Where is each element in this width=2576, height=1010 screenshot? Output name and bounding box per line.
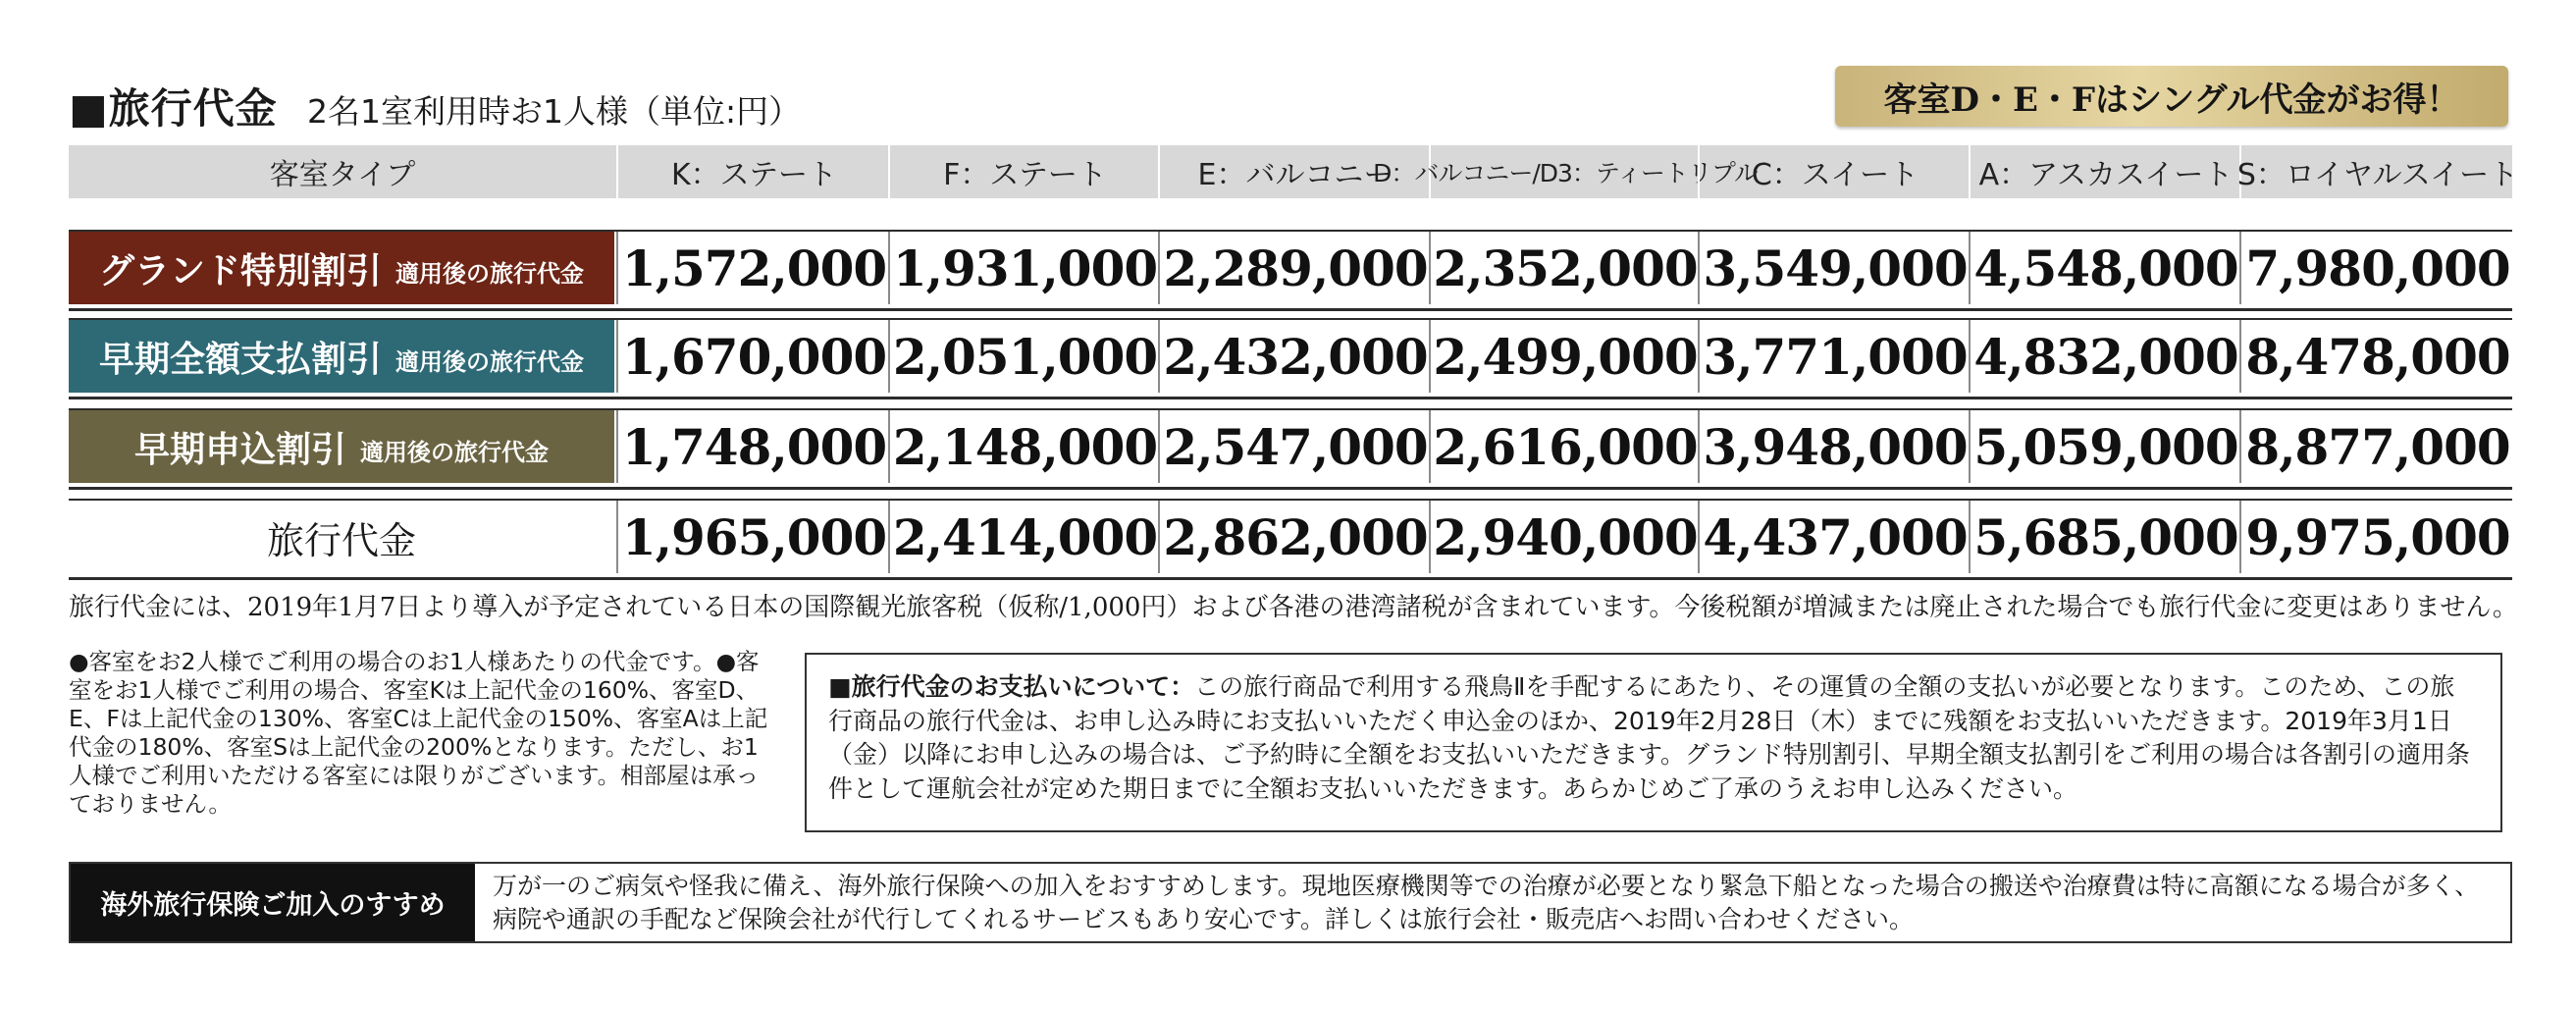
price-unit-note: 2名1室利用時お1人様（単位:円） xyxy=(307,92,802,131)
price-cell: 2,414,000 xyxy=(888,501,1160,573)
price-cell: 1,572,000 xyxy=(616,232,890,304)
row-label-main: 早期全額支払割引 xyxy=(98,339,382,380)
early-full-payment-discount-row xyxy=(69,318,2512,399)
price-cell: 2,547,000 xyxy=(1158,410,1431,483)
tax-note: 旅行代金には、2019年1月7日より導入が予定されている日本の国際観光旅客税（仮称/1,000円）および各港の港湾諸税が含まれています。今後税額が増減または廃止された場合でも旅行代金に変更はありません。 xyxy=(69,593,2518,622)
price-cell: 9,975,000 xyxy=(2239,501,2514,573)
row-label-main: 旅行代金 xyxy=(266,518,416,562)
price-cell: 2,616,000 xyxy=(1429,410,1700,483)
price-cell: 4,548,000 xyxy=(1969,232,2241,304)
price-table xyxy=(69,145,2519,567)
row-label xyxy=(69,410,614,483)
price-cell: 8,877,000 xyxy=(2239,410,2514,483)
table-header-row xyxy=(69,145,2519,198)
early-booking-discount-row xyxy=(69,408,2512,490)
page-title: ■旅行代金 xyxy=(69,84,278,133)
price-cell: 2,940,000 xyxy=(1429,501,1700,573)
price-cell: 2,432,000 xyxy=(1158,320,1431,393)
price-cell: 1,670,000 xyxy=(616,320,890,393)
column-header-room-3: E：バルコニー xyxy=(1158,145,1431,198)
price-cell: 5,059,000 xyxy=(1969,410,2241,483)
row-label-main: 早期申込割引 xyxy=(133,429,346,470)
room-occupancy-note: ●客室をお2人様でご利用の場合のお1人様あたりの代金です。●客室をお1人様でご利用の場合、客室Kは上記代金の160%、客室D、E、Fは上記代金の130%、客室Cは上記代金の150%、客室Aは上記代金の180%、客室Sは上記代金の200%となります。ただし、お1人様でご利用いただける客室には限りがございます。相部屋は承っておりません。 xyxy=(69,648,768,818)
insurance-label: 海外旅行保険ご加入のすすめ xyxy=(71,864,475,941)
single-price-badge: 客室D・E・Fはシングル代金がお得！ xyxy=(1835,66,2508,127)
column-header-room-5: C：スイート xyxy=(1698,145,1971,198)
insurance-box xyxy=(69,862,2512,943)
price-cell: 2,289,000 xyxy=(1158,232,1431,304)
price-cell: 2,148,000 xyxy=(888,410,1160,483)
price-cell: 2,862,000 xyxy=(1158,501,1431,573)
price-cell: 1,748,000 xyxy=(616,410,890,483)
standard-fare-row xyxy=(69,499,2512,580)
price-cell: 8,478,000 xyxy=(2239,320,2514,393)
row-label xyxy=(69,320,614,393)
price-cell: 5,685,000 xyxy=(1969,501,2241,573)
row-label xyxy=(69,501,614,573)
price-cell: 4,437,000 xyxy=(1698,501,1971,573)
row-label-sub: 適用後の旅行代金 xyxy=(360,438,549,466)
price-cell: 2,051,000 xyxy=(888,320,1160,393)
column-header-room-type: 客室タイプ xyxy=(269,158,416,192)
row-label-main: グランド特別割引 xyxy=(98,250,382,292)
column-header-room-2: F：ステート xyxy=(888,145,1160,198)
price-cell: 3,948,000 xyxy=(1698,410,1971,483)
price-cell: 4,832,000 xyxy=(1969,320,2241,393)
insurance-text: 万が一のご病気や怪我に備え、海外旅行保険への加入をおすすめします。現地医療機関等での治療が必要となり緊急下船となった場合の搬送や治療費は特に高額になる場合が多く、病院や通訳の手配など保険会社が代行してくれるサービスもあり安心です。詳しくは旅行会社・販売店へお問い合わせください。 xyxy=(493,872,2480,933)
column-header-room-6: A：アスカスイート xyxy=(1969,145,2241,198)
price-cell: 2,499,000 xyxy=(1429,320,1700,393)
payment-heading: ■旅行代金のお支払いについて： xyxy=(828,672,1195,701)
payment-info-box xyxy=(805,653,2502,832)
price-cell: 1,965,000 xyxy=(616,501,890,573)
grand-special-discount-row xyxy=(69,230,2512,311)
payment-body: この旅行商品で利用する飛鳥Ⅱを手配するにあたり、その運賃の全額の支払いが必要となります。このため、この旅行商品の旅行代金は、お申し込み時にお支払いいただく申込金のほか、2019年2月28日（木）までに残額をお支払いいただきます。2019年3月1日（金）以降にお申し込みの場合は、ご予約時に全額をお支払いいただきます。グランド特別割引、早期全額支払割引をご利用の場合は各割引の適用条件として運航会社が定めた期日までに全額お支払いいただきます。あらかじめご了承のうえお申し込みください。 xyxy=(828,672,2471,803)
column-header-room-4: D：バルコニー/D3：ティートリプル xyxy=(1429,145,1700,198)
column-header-room-7: S：ロイヤルスイート xyxy=(2239,145,2514,198)
column-header-room-1: K：ステート xyxy=(616,145,890,198)
price-cell: 2,352,000 xyxy=(1429,232,1700,304)
row-label xyxy=(69,232,614,304)
row-label-sub: 適用後の旅行代金 xyxy=(395,259,584,288)
price-cell: 3,549,000 xyxy=(1698,232,1971,304)
price-cell: 1,931,000 xyxy=(888,232,1160,304)
row-label-sub: 適用後の旅行代金 xyxy=(395,347,584,376)
price-cell: 3,771,000 xyxy=(1698,320,1971,393)
price-cell: 7,980,000 xyxy=(2239,232,2514,304)
